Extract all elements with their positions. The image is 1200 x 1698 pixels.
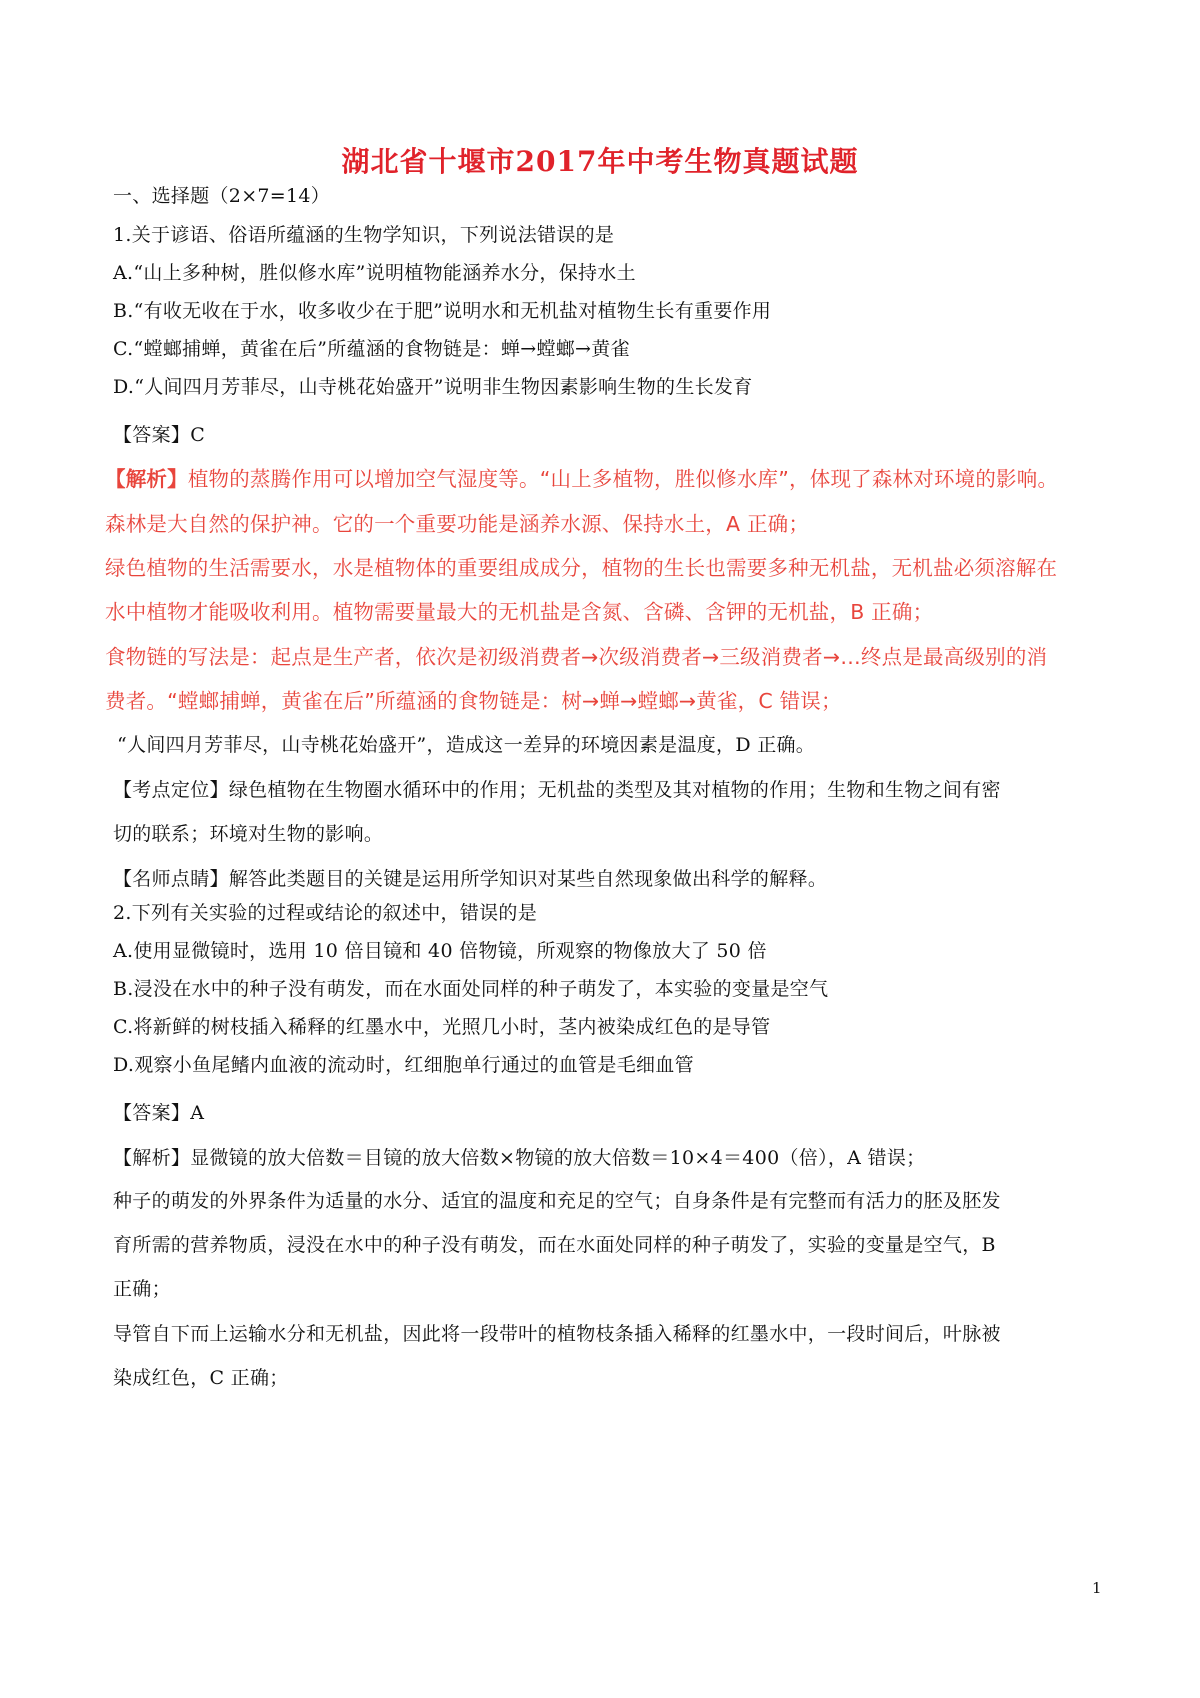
q1-option-d: D.“人间四月芳菲尽，山寺桃花始盛开”说明非生物因素影响生物的生长发育 xyxy=(113,376,753,398)
q1-answer-label: 【答案】 xyxy=(113,424,191,446)
q2-analysis-line-6: 染成红色，C 正确； xyxy=(113,1367,289,1389)
section-heading: 一、选择题（2×7=14） xyxy=(113,185,331,207)
q1-analysis-text-1: 植物的蒸腾作用可以增加空气湿度等。“山上多植物，胜似修水库”，体现了森林对环境的影响。 xyxy=(187,467,1059,491)
q1-analysis-line-6: 费者。“螳螂捕蝉，黄雀在后”所蕴涵的食物链是：树→蝉→螳螂→黄雀，C 错误； xyxy=(105,689,842,713)
q1-analysis-tail: “人间四月芳菲尽，山寺桃花始盛开”，造成这一差异的环境因素是温度，D 正确。 xyxy=(117,734,816,756)
q2-answer-value: A xyxy=(190,1102,205,1124)
q1-mingshi xyxy=(113,866,1102,892)
q2-analysis-line-5: 导管自下而上运输水分和无机盐，因此将一段带叶的植物枝条插入稀释的红墨水中，一段时间后，叶脉被 xyxy=(113,1323,1001,1345)
q2-option-a: A.使用显微镜时，选用 10 倍目镜和 40 倍物镜，所观察的物像放大了 50 倍 xyxy=(113,940,767,962)
q1-kaodian-text: 绿色植物在生物圈水循环中的作用；无机盐的类型及其对植物的作用；生物和生物之间有密 xyxy=(228,779,1001,801)
q2-analysis-text-1: 显微镜的放大倍数＝目镜的放大倍数×物镜的放大倍数＝10×4＝400（倍），A 错误； xyxy=(190,1147,926,1169)
q2-analysis-line-2: 种子的萌发的外界条件为适量的水分、适宜的温度和充足的空气；自身条件是有完整而有活力的胚及胚发 xyxy=(113,1190,1001,1212)
q2-option-c: C.将新鲜的树枝插入稀释的红墨水中，光照几小时，茎内被染成红色的是导管 xyxy=(113,1016,771,1038)
q1-mingshi-label: 【名师点睛】 xyxy=(113,868,229,890)
q1-option-b: B.“有收无收在于水，收多收少在于肥”说明水和无机盐对植物生长有重要作用 xyxy=(113,300,772,322)
q2-answer-label: 【答案】 xyxy=(113,1102,191,1124)
q1-stem: 1.关于谚语、俗语所蕴涵的生物学知识，下列说法错误的是 xyxy=(113,224,615,246)
page-number: 1 xyxy=(1092,1579,1102,1597)
q2-stem: 2.下列有关实验的过程或结论的叙述中，错误的是 xyxy=(113,902,538,924)
q1-analysis-line-3: 绿色植物的生活需要水，水是植物体的重要组成成分，植物的生长也需要多种无机盐，无机盐必须溶解在 xyxy=(105,556,1058,580)
q2-analysis-line-1 xyxy=(113,1145,1102,1171)
q2-option-d: D.观察小鱼尾鳍内血液的流动时，红细胞单行通过的血管是毛细血管 xyxy=(113,1054,694,1076)
q1-kaodian-line-1 xyxy=(113,777,1102,803)
q1-option-a: A.“山上多种树，胜似修水库”说明植物能涵养水分，保持水土 xyxy=(113,262,636,284)
q2-analysis-line-3: 育所需的营养物质，浸没在水中的种子没有萌发，而在水面处同样的种子萌发了，实验的变量是空气，B xyxy=(113,1234,996,1256)
q1-analysis-line-2: 森林是大自然的保护神。它的一个重要功能是涵养水源、保持水土，A 正确； xyxy=(105,512,810,536)
q1-mingshi-text: 解答此类题目的关键是运用所学知识对某些自然现象做出科学的解释。 xyxy=(228,868,828,890)
q1-analysis-line-1 xyxy=(105,465,1102,493)
q1-kaodian-line-2: 切的联系；环境对生物的影响。 xyxy=(113,823,384,845)
q2-analysis-label: 【解析】 xyxy=(113,1147,191,1169)
q1-option-c: C.“螳螂捕蝉，黄雀在后”所蕴涵的食物链是：蝉→螳螂→黄雀 xyxy=(113,338,630,360)
q2-answer xyxy=(113,1100,1102,1126)
q1-analysis-line-4: 水中植物才能吸收利用。植物需要量最大的无机盐是含氮、含磷、含钾的无机盐，B 正确； xyxy=(105,600,934,624)
q1-kaodian-label: 【考点定位】 xyxy=(113,779,229,801)
q1-answer xyxy=(113,422,1102,448)
q1-answer-value: C xyxy=(190,424,206,446)
q1-analysis-label: 【解析】 xyxy=(105,467,188,491)
q1-analysis-line-5: 食物链的写法是：起点是生产者，依次是初级消费者→次级消费者→三级消费者→…终点是最高级别的消 xyxy=(105,645,1048,669)
page-title: 湖北省十堰市2017年中考生物真题试题 xyxy=(341,145,859,178)
q2-analysis-line-4: 正确； xyxy=(113,1278,171,1300)
q2-option-b: B.浸没在水中的种子没有萌发，而在水面处同样的种子萌发了，本实验的变量是空气 xyxy=(113,978,829,1000)
